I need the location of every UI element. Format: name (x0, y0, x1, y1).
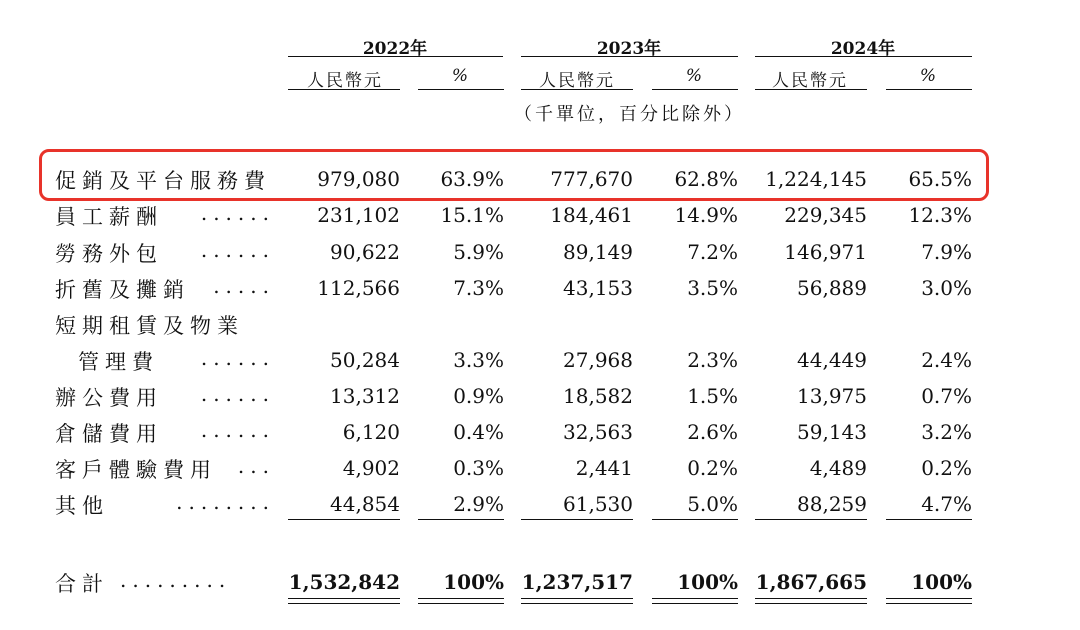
year-header-2024: 2024年 (830, 39, 896, 59)
cell-2023-amount: 184,461 (550, 203, 633, 227)
cell-2024-amount: 1,224,145 (765, 167, 867, 191)
currency-underline-2023 (521, 89, 633, 90)
row-leader-dots: ...... (200, 201, 275, 225)
cell-2024-amount: 4,489 (809, 456, 867, 480)
row-leader-dots: ... (237, 454, 275, 478)
cell-2022-amount: 112,566 (317, 276, 400, 300)
currency-header-2023: 人民幣元 (539, 71, 615, 91)
cell-2023-amount: 61,530 (563, 492, 633, 516)
cell-2023-amount: 2,441 (575, 456, 633, 480)
cell-2023-percent: 14.9% (674, 203, 738, 227)
row-label: 管理費 (78, 350, 159, 374)
percent-underline-2024 (886, 89, 972, 90)
cell-2022-percent: 0.9% (453, 384, 504, 408)
cell-2023-amount: 32,563 (563, 420, 633, 444)
cell-2023-amount: 18,582 (563, 384, 633, 408)
cell-2024-amount: 229,345 (784, 203, 867, 227)
percent-header-2024: % (919, 66, 939, 86)
row-label: 倉儲費用 (55, 422, 163, 446)
currency-header-2022: 人民幣元 (307, 71, 383, 91)
cell-2023-percent: 3.5% (687, 276, 738, 300)
percent-underline-2022 (418, 89, 504, 90)
total-double-line-2024-amount (755, 598, 867, 604)
cell-2022-percent: 2.9% (453, 492, 504, 516)
subtotal-line-2022-percent (418, 519, 504, 520)
row-label: 員工薪酬 (55, 205, 163, 229)
total-2022-percent: 100% (443, 570, 504, 594)
cell-2022-amount: 13,312 (330, 384, 400, 408)
cell-2023-percent: 0.2% (687, 456, 738, 480)
cell-2024-amount: 44,449 (797, 348, 867, 372)
cell-2022-amount: 50,284 (330, 348, 400, 372)
currency-header-2024: 人民幣元 (772, 71, 848, 91)
cell-2022-amount: 44,854 (330, 492, 400, 516)
cell-2023-amount: 777,670 (550, 167, 633, 191)
year-header-2023: 2023年 (596, 39, 662, 59)
cell-2022-amount: 90,622 (330, 240, 400, 264)
cell-2022-percent: 0.4% (453, 420, 504, 444)
cell-2022-amount: 6,120 (342, 420, 400, 444)
cell-2023-amount: 43,153 (563, 276, 633, 300)
cell-2023-percent: 2.6% (687, 420, 738, 444)
cell-2023-percent: 62.8% (674, 167, 738, 191)
cell-2022-percent: 3.3% (453, 348, 504, 372)
row-label: 其他 (55, 494, 109, 518)
cell-2023-percent: 7.2% (687, 240, 738, 264)
subtotal-line-2023-percent (652, 519, 738, 520)
total-label: 合計 (55, 572, 109, 596)
cell-2022-percent: 7.3% (453, 276, 504, 300)
cell-2023-percent: 1.5% (687, 384, 738, 408)
subtotal-line-2023-amount (521, 519, 633, 520)
subtotal-line-2024-percent (886, 519, 972, 520)
cell-2022-amount: 4,902 (342, 456, 400, 480)
row-leader-dots: ........ (176, 490, 275, 514)
cell-2022-percent: 15.1% (440, 203, 504, 227)
cell-2024-percent: 3.2% (921, 420, 972, 444)
row-label: 短期租賃及物業 (55, 314, 244, 338)
total-double-line-2023-percent (652, 598, 738, 604)
cell-2022-percent: 0.3% (453, 456, 504, 480)
row-label: 客戶體驗費用 (55, 458, 217, 482)
cell-2023-percent: 2.3% (687, 348, 738, 372)
cell-2024-amount: 56,889 (797, 276, 867, 300)
row-leader-dots: ...... (200, 346, 275, 370)
cell-2022-amount: 231,102 (317, 203, 400, 227)
total-leader-dots: ......... (120, 568, 232, 592)
total-2024-amount: 1,867,665 (755, 570, 867, 594)
row-label: 折舊及攤銷 (55, 278, 190, 302)
subtotal-line-2022-amount (288, 519, 400, 520)
cell-2024-percent: 2.4% (921, 348, 972, 372)
cell-2022-amount: 979,080 (317, 167, 400, 191)
row-label: 辦公費用 (55, 386, 163, 410)
total-2024-percent: 100% (911, 570, 972, 594)
cell-2024-percent: 12.3% (908, 203, 972, 227)
unit-note: （千單位，百分比除外） (514, 104, 745, 125)
cell-2022-percent: 63.9% (440, 167, 504, 191)
cell-2023-amount: 27,968 (563, 348, 633, 372)
row-leader-dots: ...... (200, 238, 275, 262)
cell-2024-percent: 0.7% (921, 384, 972, 408)
cell-2024-amount: 146,971 (784, 240, 867, 264)
row-label: 勞務外包 (55, 242, 163, 266)
row-leader-dots: ..... (213, 274, 275, 298)
total-2023-amount: 1,237,517 (521, 570, 633, 594)
cell-2024-percent: 7.9% (921, 240, 972, 264)
cell-2024-percent: 0.2% (921, 456, 972, 480)
row-leader-dots: ...... (200, 418, 275, 442)
total-double-line-2023-amount (521, 598, 633, 604)
total-2023-percent: 100% (677, 570, 738, 594)
cell-2024-amount: 13,975 (797, 384, 867, 408)
currency-underline-2022 (288, 89, 400, 90)
cell-2023-percent: 5.0% (687, 492, 738, 516)
percent-header-2022: % (451, 66, 471, 86)
total-double-line-2022-percent (418, 598, 504, 604)
total-2022-amount: 1,532,842 (288, 570, 400, 594)
row-label: 促銷及平台服務費 (55, 169, 271, 193)
percent-header-2023: % (685, 66, 705, 86)
cell-2024-percent: 4.7% (921, 492, 972, 516)
cell-2023-amount: 89,149 (563, 240, 633, 264)
year-underline-2023 (521, 56, 738, 57)
year-header-2022: 2022年 (362, 39, 428, 59)
cell-2022-percent: 5.9% (453, 240, 504, 264)
cell-2024-percent: 3.0% (921, 276, 972, 300)
percent-underline-2023 (652, 89, 738, 90)
cell-2024-amount: 88,259 (797, 492, 867, 516)
currency-underline-2024 (755, 89, 867, 90)
year-underline-2024 (755, 56, 972, 57)
cell-2024-percent: 65.5% (908, 167, 972, 191)
cell-2024-amount: 59,143 (797, 420, 867, 444)
subtotal-line-2024-amount (755, 519, 867, 520)
year-underline-2022 (288, 56, 503, 57)
total-double-line-2022-amount (288, 598, 400, 604)
row-leader-dots: ...... (200, 382, 275, 406)
total-double-line-2024-percent (886, 598, 972, 604)
